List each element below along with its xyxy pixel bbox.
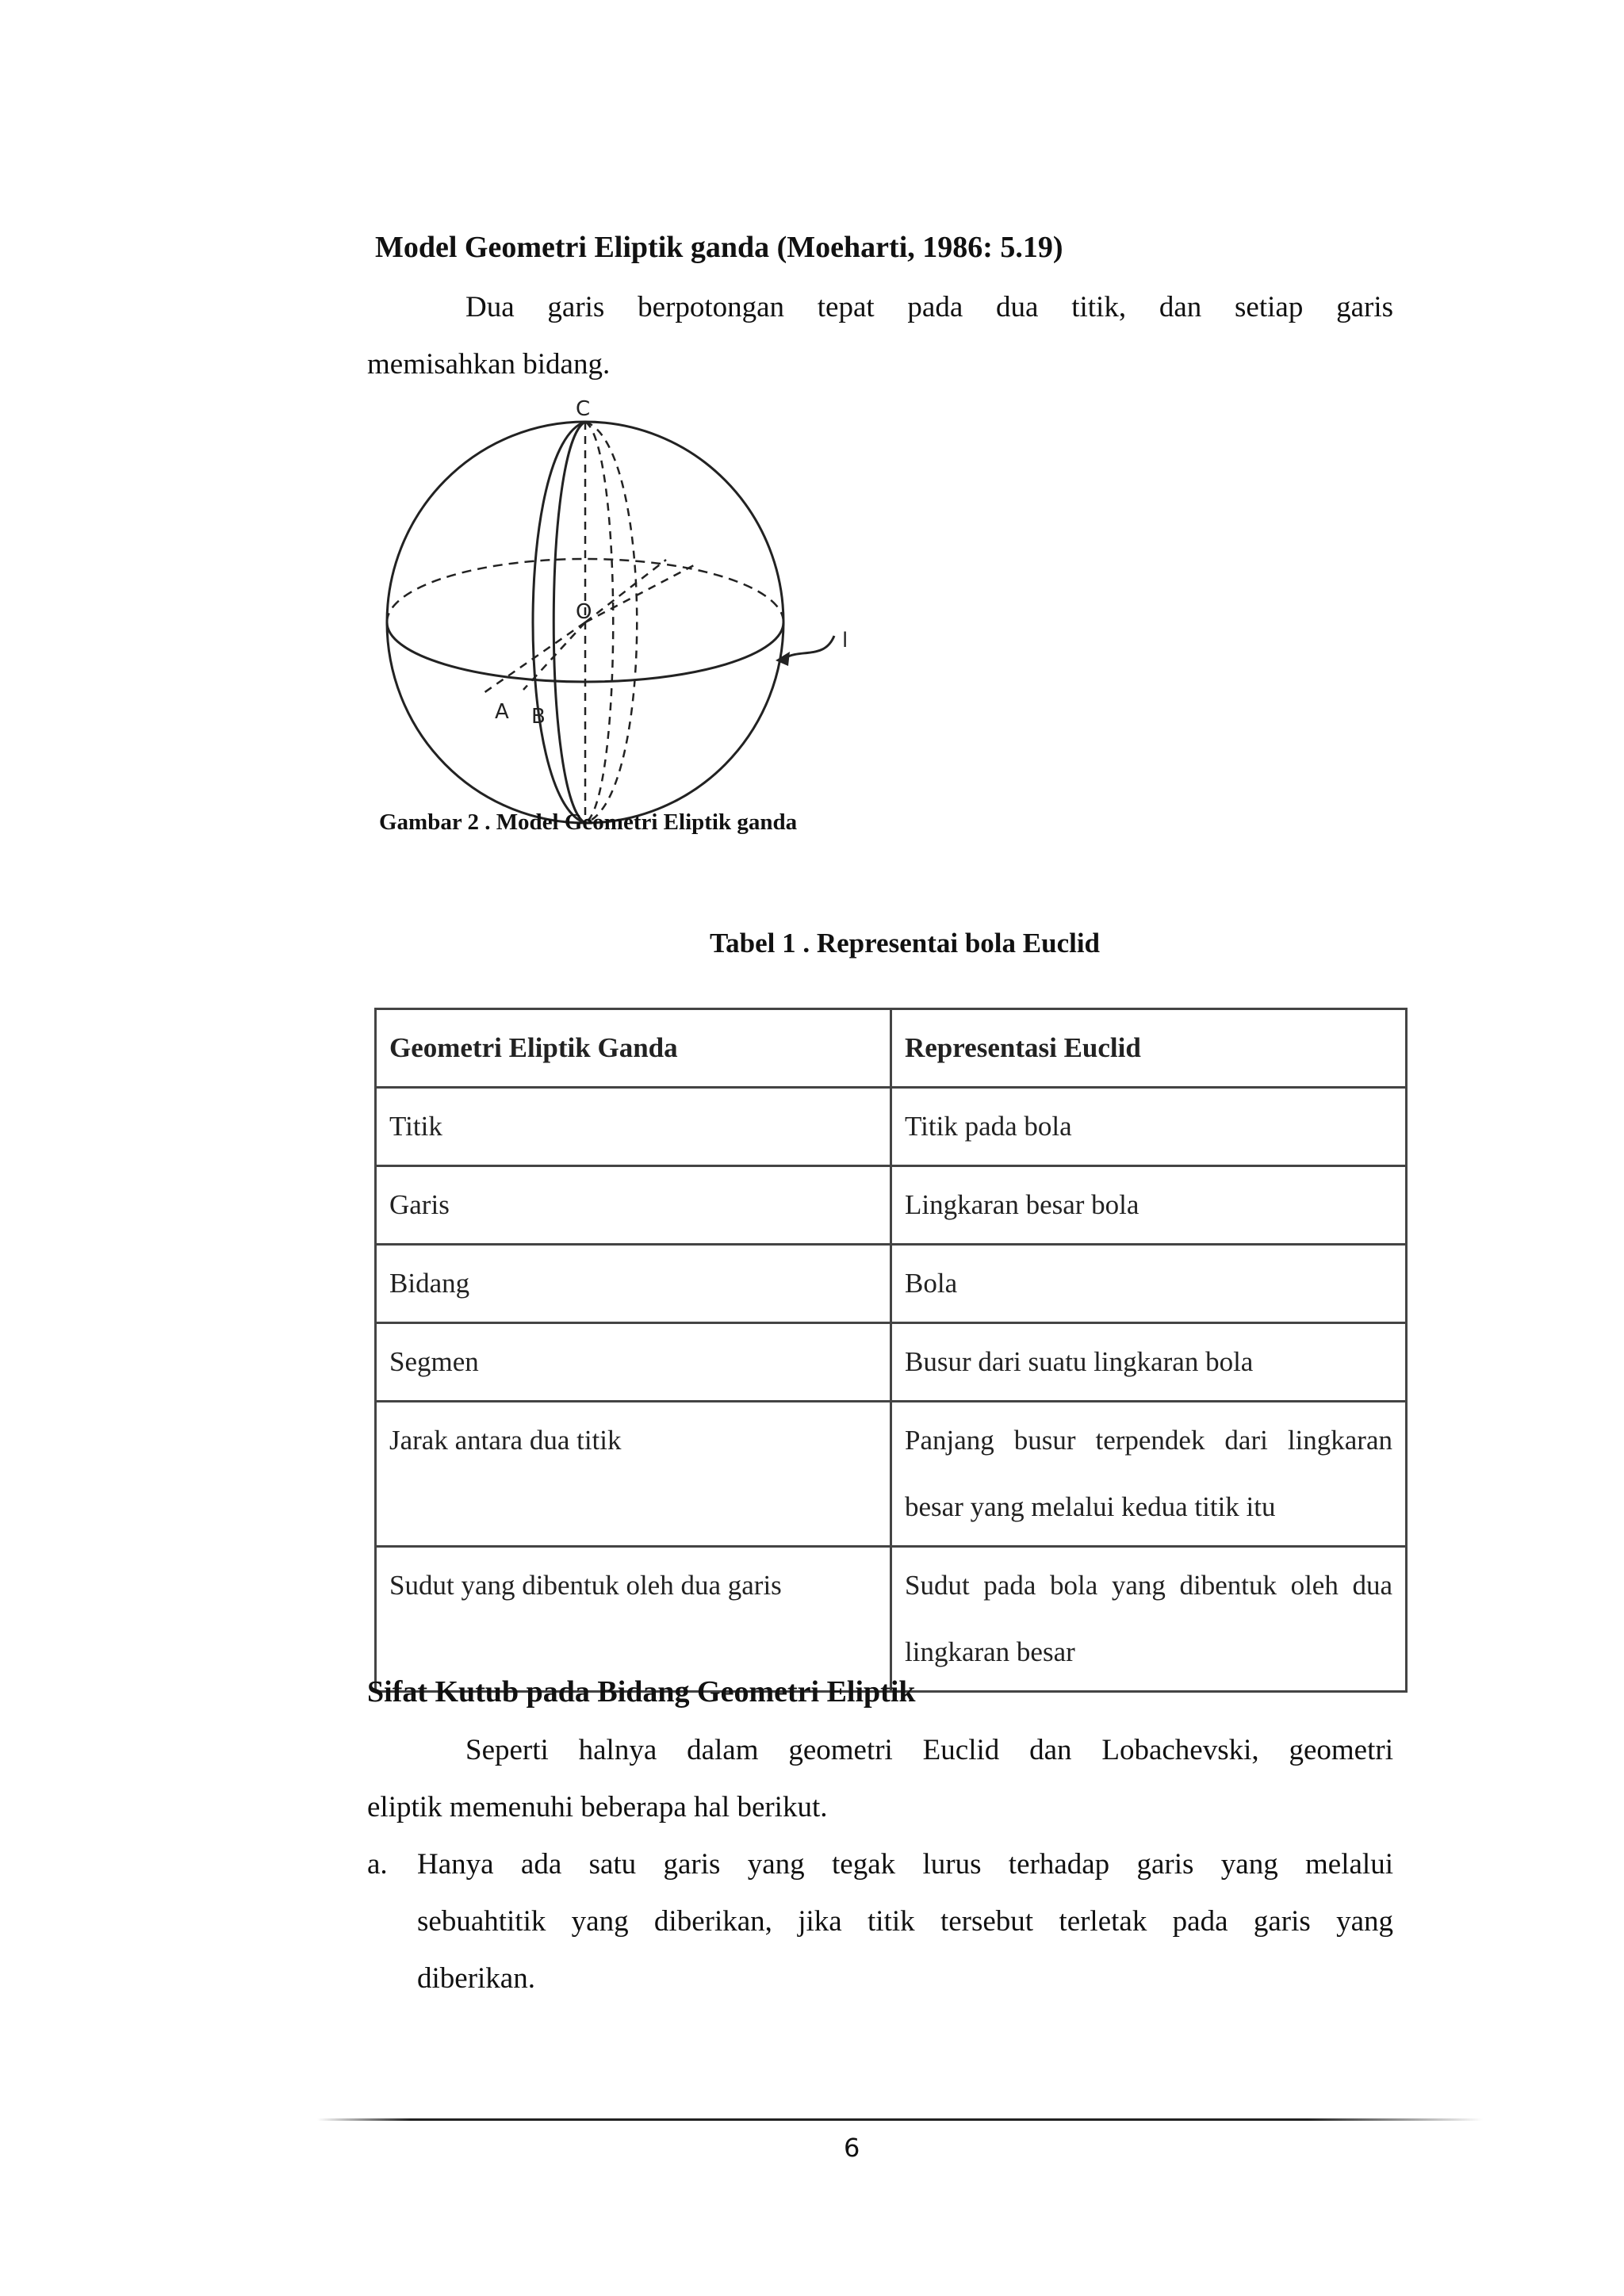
radius-back-2 <box>585 565 694 622</box>
cell-text: Sudut pada bola yang dibentuk oleh dua <box>905 1570 1392 1601</box>
table-row <box>376 1245 1407 1323</box>
list-item-line: Hanya ada satu garis yang tegak lurus terhadap garis yang melalui <box>417 1848 1393 1881</box>
section-heading-model: Model Geometri Eliptik ganda (Moeharti, 1986: 5.19) <box>375 231 1063 264</box>
meridian-right-outer <box>585 422 637 823</box>
table-title: Tabel 1 . Representai bola Euclid <box>710 928 1101 959</box>
footer-rule <box>317 2118 1483 2121</box>
table-cell <box>891 1547 1407 1692</box>
figure-caption: Gambar 2 . Model Geometri Eliptik ganda <box>379 809 798 835</box>
cell-text: Bola <box>905 1268 958 1299</box>
pointer-arrowhead <box>776 652 790 666</box>
table-cell <box>891 1402 1407 1547</box>
radius-back <box>585 560 666 622</box>
label-a: A <box>495 700 509 724</box>
paragraph-line: memisahkan bidang. <box>367 348 611 381</box>
cell-text: besar yang melalui kedua titik itu <box>905 1491 1276 1522</box>
table-cell: Segmen <box>376 1323 891 1402</box>
label-o: O <box>576 600 592 624</box>
list-marker: a. <box>367 1848 388 1881</box>
table-cell: Bidang <box>376 1245 891 1323</box>
table-row <box>376 1402 1407 1547</box>
list-item-line: sebuahtitik yang diberikan, jika titik tersebut terletak pada garis yang <box>417 1905 1393 1938</box>
list-item-line: diberikan. <box>417 1962 535 1995</box>
table-header-cell: Geometri Eliptik Ganda <box>376 1009 891 1088</box>
table-cell <box>891 1245 1407 1323</box>
elliptic-sphere-figure <box>381 396 872 840</box>
section-heading-sifat-kutub: Sifat Kutub pada Bidang Geometri Eliptik <box>367 1675 916 1709</box>
table-cell: Garis <box>376 1166 891 1245</box>
paragraph-line: eliptik memenuhi beberapa hal berikut. <box>367 1791 828 1823</box>
table-row <box>376 1323 1407 1402</box>
table-header-cell: Representasi Euclid <box>891 1009 1407 1088</box>
pointer-line <box>785 636 834 658</box>
table-cell: Jarak antara dua titik <box>376 1402 891 1547</box>
label-b: B <box>531 705 546 729</box>
cell-text: Panjang busur terpendek dari lingkaran <box>905 1425 1392 1456</box>
table-cell: Titik <box>376 1088 891 1166</box>
table-cell <box>891 1323 1407 1402</box>
paragraph-line: Seperti halnya dalam geometri Euclid dan Lobachevski, geometri <box>465 1734 1393 1766</box>
table-cell <box>891 1088 1407 1166</box>
page-number: 6 <box>844 2133 860 2163</box>
cell-text: lingkaran besar <box>905 1636 1075 1667</box>
table-header-row <box>376 1009 1407 1088</box>
paragraph-line: Dua garis berpotongan tepat pada dua titik, dan setiap garis <box>465 291 1393 323</box>
cell-text: Lingkaran besar bola <box>905 1189 1139 1220</box>
table-cell <box>891 1166 1407 1245</box>
label-c: C <box>576 397 591 421</box>
label-l: l <box>842 629 848 652</box>
representation-table <box>374 1008 1408 1693</box>
table-row <box>376 1166 1407 1245</box>
cell-text: Titik pada bola <box>905 1111 1072 1142</box>
cell-text: Busur dari suatu lingkaran bola <box>905 1346 1254 1377</box>
table-cell: Sudut yang dibentuk oleh dua garis <box>376 1547 891 1692</box>
table-row <box>376 1088 1407 1166</box>
table-row <box>376 1547 1407 1692</box>
